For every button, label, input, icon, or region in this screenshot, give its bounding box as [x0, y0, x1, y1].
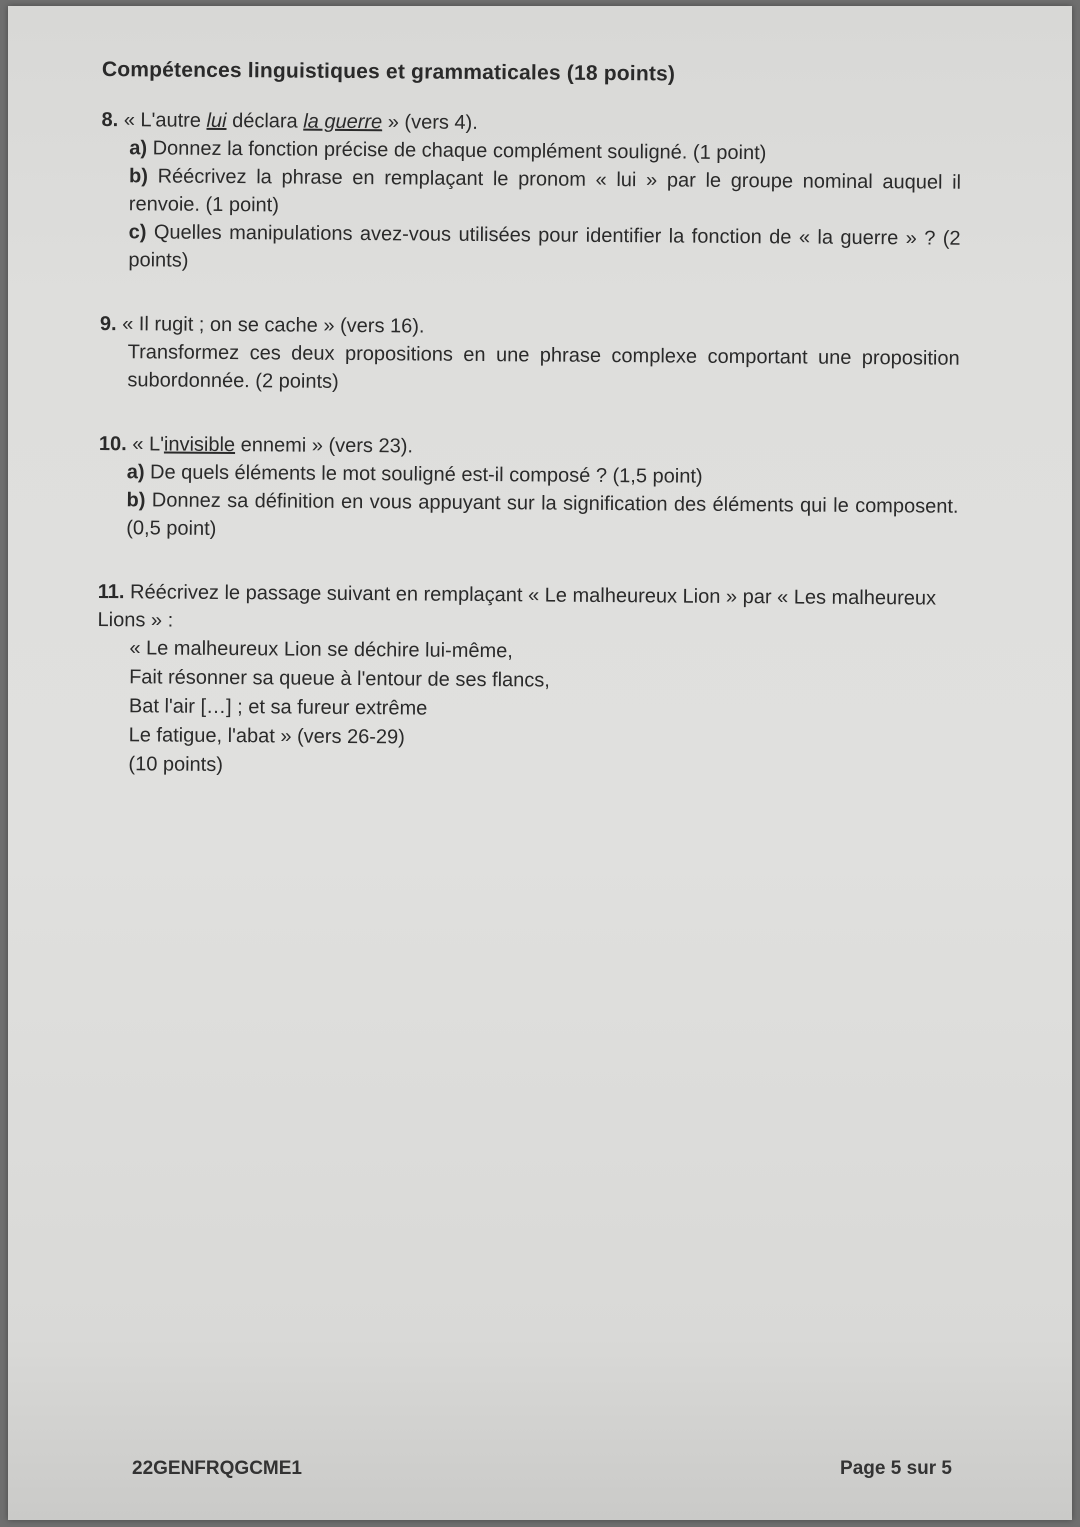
question-number: 9.: [99, 312, 117, 336]
points-label: (10 points): [128, 753, 224, 776]
question-10: [98, 430, 959, 549]
underlined-word-lui: lui: [206, 109, 227, 132]
quote-reference: ennemi » (vers 23).: [240, 434, 414, 458]
verse-line: Le fatigue, l'abat » (vers 26-29): [128, 724, 405, 749]
underlined-word-invisible: invisible: [163, 433, 236, 457]
sub-question-letter: c): [128, 221, 147, 244]
sub-question-letter: a): [129, 137, 148, 160]
page-content: [96, 58, 962, 822]
page-number: Page 5 sur 5: [840, 1458, 952, 1479]
question-10b: [98, 486, 958, 549]
question-11: [96, 578, 958, 786]
question-9-text: Transformez ces deux propositions en une phrase complexe comportant une proposition subordonnée. (2 points): [127, 341, 960, 393]
quote-text: « L': [132, 433, 165, 456]
underlined-word-la-guerre: la guerre: [303, 110, 383, 134]
sub-question-text: Quelles manipulations avez-vous utilisées pour identifier la fonction de « la guerre » ? (2 points): [128, 221, 961, 272]
question-text: Réécrivez le passage suivant en remplaçant « Le malheureux Lion » par « Les malheureux Lions » :: [97, 581, 937, 632]
question-11-intro: [97, 578, 957, 641]
sub-question-letter: b): [126, 489, 146, 512]
verse-line: « Le malheureux Lion se déchire lui-même,: [129, 637, 513, 663]
sub-question-text: Donnez la fonction précise de chaque complément souligné. (1 point): [152, 137, 767, 165]
sub-question-text: De quels éléments le mot souligné est-il composé ? (1,5 point): [150, 461, 703, 488]
sub-question-letter: b): [128, 165, 149, 188]
sub-question-text: Donnez sa définition en vous appuyant sur la signification des éléments qui le composent. (0,5 point): [126, 489, 959, 540]
verse-line: Bat l'air […] ; et sa fureur extrême: [128, 695, 428, 720]
question-9: [99, 310, 960, 401]
sub-question-text: Réécrivez la phrase en remplaçant le pronom « lui » par le groupe nominal auquel il renvoie. (1 point): [128, 165, 962, 217]
question-8: [100, 106, 961, 281]
quote-text: « L'autre: [123, 109, 202, 132]
quote-text: « Il rugit ; on se cache » (vers 16).: [122, 313, 425, 338]
sub-question-letter: a): [126, 461, 145, 484]
question-number: 8.: [101, 108, 119, 132]
verse-line: Fait résonner sa queue à l'entour de ses flancs,: [129, 666, 550, 692]
question-8b: [101, 162, 961, 225]
question-8c: [100, 218, 960, 281]
section-title: Compétences linguistiques et grammaticales (18 points): [101, 58, 676, 86]
question-number: 11.: [97, 580, 125, 604]
quote-reference: » (vers 4).: [387, 111, 478, 134]
exam-page: [8, 6, 1072, 1520]
exam-code: 22GENFRQGCME1: [132, 1458, 302, 1479]
quote-text: déclara: [232, 110, 298, 133]
question-number: 10.: [98, 432, 127, 456]
